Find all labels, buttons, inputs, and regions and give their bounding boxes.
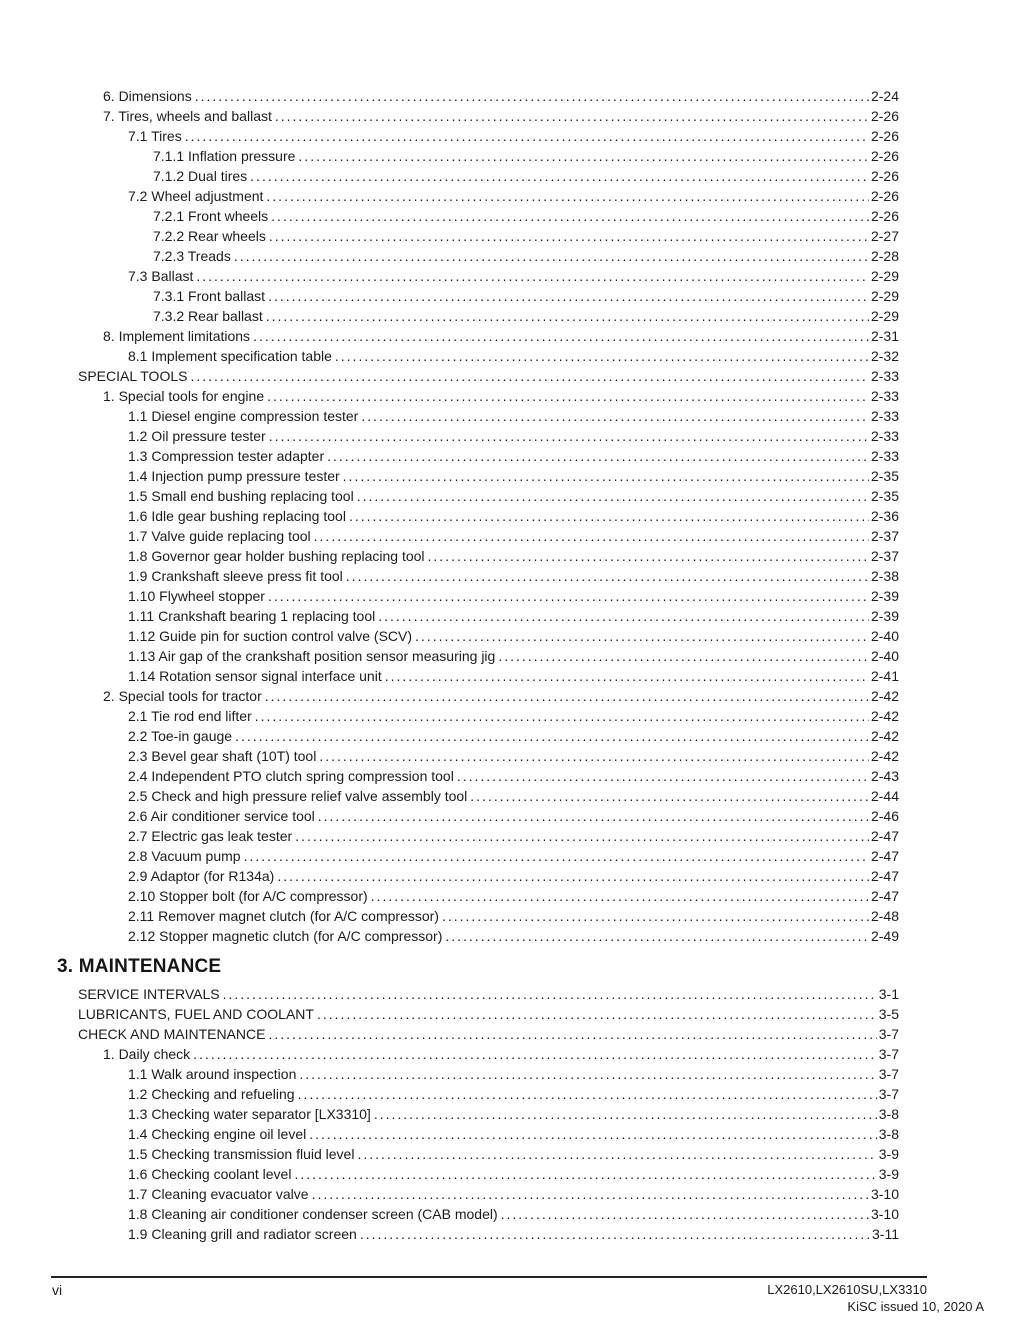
- toc-entry-page: 2-31: [870, 328, 899, 344]
- toc-entry: [153, 286, 899, 306]
- toc-entry-page: 2-24: [870, 88, 899, 104]
- toc-entry-page: 2-36: [870, 508, 899, 524]
- toc-entry-title: 2.7 Electric gas leak tester: [128, 828, 293, 844]
- toc-entry-title: 2.8 Vacuum pump: [128, 848, 241, 864]
- toc-entry-page: 2-42: [870, 688, 899, 704]
- toc-entry: [128, 526, 899, 546]
- toc-entry-title: 1.8 Cleaning air conditioner condenser screen (CAB model): [128, 1206, 498, 1222]
- dot-leader: [457, 766, 869, 786]
- dot-leader: [271, 206, 869, 226]
- dot-leader: [295, 826, 869, 846]
- footer-page-number: vi: [52, 1282, 63, 1298]
- toc-entry: [128, 566, 899, 586]
- toc-entry: [128, 1224, 899, 1244]
- dot-leader: [357, 1144, 876, 1164]
- dot-leader: [378, 606, 869, 626]
- dot-leader: [314, 526, 869, 546]
- toc-entry-page: 2-29: [870, 308, 899, 324]
- dot-leader: [294, 1164, 876, 1184]
- dot-leader: [244, 846, 869, 866]
- dot-leader: [268, 286, 869, 306]
- toc-entry-title: 7.2.3 Treads: [153, 248, 231, 264]
- toc-entry-page: 2-49: [870, 928, 899, 944]
- toc-entry-title: 2.2 Toe-in gauge: [128, 728, 233, 744]
- dot-leader: [234, 246, 869, 266]
- toc-entry: [128, 746, 899, 766]
- toc-entry-page: 2-40: [870, 628, 899, 644]
- dot-leader: [269, 226, 869, 246]
- dot-leader: [268, 1024, 876, 1044]
- toc-entry-page: 2-33: [870, 368, 899, 384]
- toc-entry: [153, 206, 899, 226]
- toc-entry-page: 2-40: [870, 648, 899, 664]
- dot-leader: [498, 646, 869, 666]
- dot-leader: [250, 166, 869, 186]
- toc-entry-title: 7.2.1 Front wheels: [153, 208, 269, 224]
- toc-entry-title: 7.1 Tires: [128, 128, 182, 144]
- dot-leader: [361, 406, 869, 426]
- toc-entry-title: 7. Tires, wheels and ballast: [103, 108, 272, 124]
- toc-entry-page: 2-39: [870, 608, 899, 624]
- toc-entry-page: 2-38: [870, 568, 899, 584]
- toc-entry: [153, 306, 899, 326]
- toc-entry: [128, 486, 899, 506]
- toc-entry-page: 2-47: [870, 848, 899, 864]
- toc-entry-page: 2-42: [870, 708, 899, 724]
- toc-entry: [128, 1144, 899, 1164]
- toc-entry: [128, 1064, 899, 1084]
- toc-entry: [103, 386, 899, 406]
- toc-entry-title: 1.6 Checking coolant level: [128, 1166, 292, 1182]
- toc-entry-page: 3-9: [878, 1166, 899, 1182]
- toc-entry: [153, 226, 899, 246]
- toc-entry-title: 8.1 Implement specification table: [128, 348, 332, 364]
- toc-entry: [128, 1124, 899, 1144]
- toc-entry-title: 1.5 Small end bushing replacing tool: [128, 488, 354, 504]
- toc-entry: [128, 126, 899, 146]
- footer-model-codes: LX2610,LX2610SU,LX3310: [767, 1282, 927, 1297]
- dot-leader: [298, 1084, 877, 1104]
- dot-leader: [335, 346, 869, 366]
- dot-leader: [327, 446, 869, 466]
- toc-entry-title: 2.3 Bevel gear shaft (10T) tool: [128, 748, 317, 764]
- toc-entry-page: 2-47: [870, 828, 899, 844]
- toc-entry-page: 2-26: [870, 148, 899, 164]
- toc-entry-title: 7.3.2 Rear ballast: [153, 308, 263, 324]
- toc-entry: [128, 266, 899, 286]
- toc-entry-page: 2-47: [870, 888, 899, 904]
- toc-entry-title: 1.5 Checking transmission fluid level: [128, 1146, 355, 1162]
- dot-leader: [266, 186, 869, 206]
- toc-entry: [128, 406, 899, 426]
- toc-entry-title: 1. Daily check: [103, 1046, 191, 1062]
- dot-leader: [312, 1184, 869, 1204]
- dot-leader: [253, 326, 869, 346]
- dot-leader: [269, 426, 869, 446]
- toc-entry: [128, 346, 899, 366]
- toc-entry-title: LUBRICANTS, FUEL AND COOLANT: [78, 1006, 314, 1022]
- toc-entry-title: 2.10 Stopper bolt (for A/C compressor): [128, 888, 368, 904]
- dot-leader: [190, 366, 869, 386]
- toc-entry-title: 6. Dimensions: [103, 88, 192, 104]
- toc-entry: [78, 366, 899, 386]
- toc-entry-page: 2-37: [870, 528, 899, 544]
- toc-list: [0, 86, 899, 1244]
- toc-entry-page: 2-33: [870, 428, 899, 444]
- toc-entry: [128, 706, 899, 726]
- toc-entry: [128, 926, 899, 946]
- toc-entry-title: 2.6 Air conditioner service tool: [128, 808, 315, 824]
- toc-entry-page: 2-35: [870, 488, 899, 504]
- toc-entry: [128, 606, 899, 626]
- toc-entry: [128, 826, 899, 846]
- toc-entry: [103, 86, 899, 106]
- toc-entry: [128, 666, 899, 686]
- dot-leader: [195, 86, 869, 106]
- toc-entry-title: 1.4 Injection pump pressure tester: [128, 468, 340, 484]
- toc-entry-page: 3-7: [878, 1066, 899, 1082]
- toc-entry-page: 2-47: [870, 868, 899, 884]
- dot-leader: [360, 1224, 870, 1244]
- toc-entry-title: 1.9 Cleaning grill and radiator screen: [128, 1226, 357, 1242]
- toc-entry: [153, 146, 899, 166]
- toc-entry: [128, 906, 899, 926]
- toc-entry: [128, 646, 899, 666]
- toc-entry: [103, 1044, 899, 1064]
- toc-entry-title: 7.3.1 Front ballast: [153, 288, 266, 304]
- toc-entry-page: 3-8: [878, 1106, 899, 1122]
- toc-entry-page: 2-37: [870, 548, 899, 564]
- toc-entry-title: 1.9 Crankshaft sleeve press fit tool: [128, 568, 343, 584]
- toc-entry-page: 2-26: [870, 108, 899, 124]
- toc-entry-title: 2.12 Stopper magnetic clutch (for A/C compressor): [128, 928, 443, 944]
- toc-entry: [103, 686, 899, 706]
- toc-entry: [128, 466, 899, 486]
- toc-entry: [128, 786, 899, 806]
- toc-entry-title: 1.6 Idle gear bushing replacing tool: [128, 508, 346, 524]
- dot-leader: [428, 546, 869, 566]
- toc-entry-title: 7.1.1 Inflation pressure: [153, 148, 296, 164]
- toc-entry-title: 1.10 Flywheel stopper: [128, 588, 265, 604]
- dot-leader: [470, 786, 869, 806]
- footer-divider: [51, 1276, 927, 1278]
- dot-leader: [357, 486, 869, 506]
- dot-leader: [235, 726, 869, 746]
- dot-leader: [298, 146, 869, 166]
- toc-entry-title: 1.2 Oil pressure tester: [128, 428, 266, 444]
- dot-leader: [374, 1104, 877, 1124]
- dot-leader: [268, 586, 869, 606]
- toc-entry: [78, 1024, 899, 1044]
- dot-leader: [267, 386, 869, 406]
- toc-entry: [128, 1204, 899, 1224]
- toc-entry-title: 2.4 Independent PTO clutch spring compression tool: [128, 768, 454, 784]
- toc-entry-page: 3-7: [878, 1086, 899, 1102]
- dot-leader: [299, 1064, 876, 1084]
- dot-leader: [196, 266, 869, 286]
- toc-entry: [128, 426, 899, 446]
- toc-entry-title: 1.12 Guide pin for suction control valve (SCV): [128, 628, 413, 644]
- toc-entry: [153, 166, 899, 186]
- dot-leader: [445, 926, 869, 946]
- toc-entry: [78, 1004, 899, 1024]
- toc-entry-title: 2.9 Adaptor (for R134a): [128, 868, 275, 884]
- toc-entry-page: 2-26: [870, 208, 899, 224]
- dot-leader: [193, 1044, 877, 1064]
- toc-entry-title: 7.1.2 Dual tires: [153, 168, 248, 184]
- toc-entry: [128, 726, 899, 746]
- toc-entry-title: 7.3 Ballast: [128, 268, 194, 284]
- toc-entry-page: 3-7: [878, 1046, 899, 1062]
- toc-entry-title: 7.2.2 Rear wheels: [153, 228, 266, 244]
- dot-leader: [501, 1204, 869, 1224]
- toc-entry-title: 1.13 Air gap of the crankshaft position sensor measuring jig: [128, 648, 496, 664]
- toc-entry: [128, 1164, 899, 1184]
- toc-entry-page: 2-46: [870, 808, 899, 824]
- toc-entry-page: 2-39: [870, 588, 899, 604]
- toc-entry-title: 1.7 Valve guide replacing tool: [128, 528, 311, 544]
- dot-leader: [343, 466, 869, 486]
- dot-leader: [415, 626, 869, 646]
- toc-entry: [128, 446, 899, 466]
- toc-entry-page: 3-5: [878, 1006, 899, 1022]
- toc-entry-title: 2. Special tools for tractor: [103, 688, 262, 704]
- toc-entry-page: 2-44: [870, 788, 899, 804]
- toc-entry-page: 3-7: [878, 1026, 899, 1042]
- toc-entry-page: 2-42: [870, 748, 899, 764]
- toc-entry-title: 1.14 Rotation sensor signal interface unit: [128, 668, 382, 684]
- toc-entry: [78, 984, 899, 1004]
- toc-entry-page: 2-28: [870, 248, 899, 264]
- toc-entry-title: 1.4 Checking engine oil level: [128, 1126, 307, 1142]
- dot-leader: [442, 906, 869, 926]
- toc-entry-title: 1.2 Checking and refueling: [128, 1086, 295, 1102]
- toc-entry: [153, 246, 899, 266]
- toc-entry: [128, 506, 899, 526]
- toc-entry: [103, 326, 899, 346]
- dot-leader: [185, 126, 869, 146]
- toc-entry: [128, 886, 899, 906]
- toc-entry: [128, 586, 899, 606]
- footer-issue-stamp: KiSC issued 10, 2020 A: [847, 1299, 984, 1314]
- toc-entry: [128, 806, 899, 826]
- toc-entry-title: 1.3 Compression tester adapter: [128, 448, 325, 464]
- dot-leader: [319, 746, 869, 766]
- toc-entry-page: 2-26: [870, 168, 899, 184]
- dot-leader: [223, 984, 877, 1004]
- dot-leader: [318, 806, 869, 826]
- toc-entry: [128, 186, 899, 206]
- dot-leader: [371, 886, 869, 906]
- toc-entry-page: 2-33: [870, 448, 899, 464]
- dot-leader: [317, 1004, 877, 1024]
- dot-leader: [275, 106, 869, 126]
- toc-entry-title: 1.11 Crankshaft bearing 1 replacing tool: [128, 608, 376, 624]
- toc-entry-title: 1.7 Cleaning evacuator valve: [128, 1186, 309, 1202]
- dot-leader: [255, 706, 869, 726]
- toc-entry-page: 2-26: [870, 128, 899, 144]
- toc-entry: [103, 106, 899, 126]
- toc-entry-page: 3-10: [870, 1186, 899, 1202]
- toc-entry-title: 1.3 Checking water separator [LX3310]: [128, 1106, 371, 1122]
- dot-leader: [266, 306, 869, 326]
- toc-entry-title: 1. Special tools for engine: [103, 388, 265, 404]
- dot-leader: [265, 686, 869, 706]
- toc-entry-page: 3-8: [878, 1126, 899, 1142]
- toc-entry-page: 2-35: [870, 468, 899, 484]
- toc-entry: [128, 766, 899, 786]
- toc-entry-page: 2-29: [870, 288, 899, 304]
- toc-entry: [128, 546, 899, 566]
- toc-entry-title: 1.8 Governor gear holder bushing replacing tool: [128, 548, 425, 564]
- toc-entry-page: 3-11: [872, 1226, 899, 1242]
- toc-entry-title: 2.11 Remover magnet clutch (for A/C compressor): [128, 908, 439, 924]
- toc-section-heading: 3. MAINTENANCE: [57, 956, 222, 977]
- dot-leader: [349, 506, 869, 526]
- toc-entry-page: 2-41: [870, 668, 899, 684]
- toc-entry-page: 2-27: [870, 228, 899, 244]
- toc-entry-title: 7.2 Wheel adjustment: [128, 188, 264, 204]
- toc-entry-page: 2-33: [870, 408, 899, 424]
- toc-entry-page: 2-48: [870, 908, 899, 924]
- toc-entry-page: 2-33: [870, 388, 899, 404]
- toc-entry-page: 2-26: [870, 188, 899, 204]
- toc-entry-title: 1.1 Walk around inspection: [128, 1066, 297, 1082]
- toc-entry-title: SERVICE INTERVALS: [78, 986, 220, 1002]
- dot-leader: [309, 1124, 877, 1144]
- dot-leader: [346, 566, 869, 586]
- dot-leader: [385, 666, 869, 686]
- toc-entry-title: 8. Implement limitations: [103, 328, 251, 344]
- toc-entry-page: 3-9: [878, 1146, 899, 1162]
- toc-entry: [128, 1104, 899, 1124]
- toc-entry-page: 2-42: [870, 728, 899, 744]
- toc-entry: [128, 846, 899, 866]
- toc-entry: [128, 626, 899, 646]
- toc-entry-page: 2-43: [870, 768, 899, 784]
- toc-entry: [128, 1184, 899, 1204]
- dot-leader: [277, 866, 869, 886]
- toc-entry-title: 2.1 Tie rod end lifter: [128, 708, 252, 724]
- toc-entry-page: 3-10: [870, 1206, 899, 1222]
- toc-entry-page: 2-29: [870, 268, 899, 284]
- toc-entry: [128, 1084, 899, 1104]
- toc-entry-title: 2.5 Check and high pressure relief valve assembly tool: [128, 788, 468, 804]
- toc-entry-title: 1.1 Diesel engine compression tester: [128, 408, 359, 424]
- toc-entry-page: 3-1: [878, 986, 899, 1002]
- toc-entry: [128, 866, 899, 886]
- toc-entry-page: 2-32: [870, 348, 899, 364]
- toc-entry-title: CHECK AND MAINTENANCE: [78, 1026, 266, 1042]
- toc-entry-title: SPECIAL TOOLS: [78, 368, 188, 384]
